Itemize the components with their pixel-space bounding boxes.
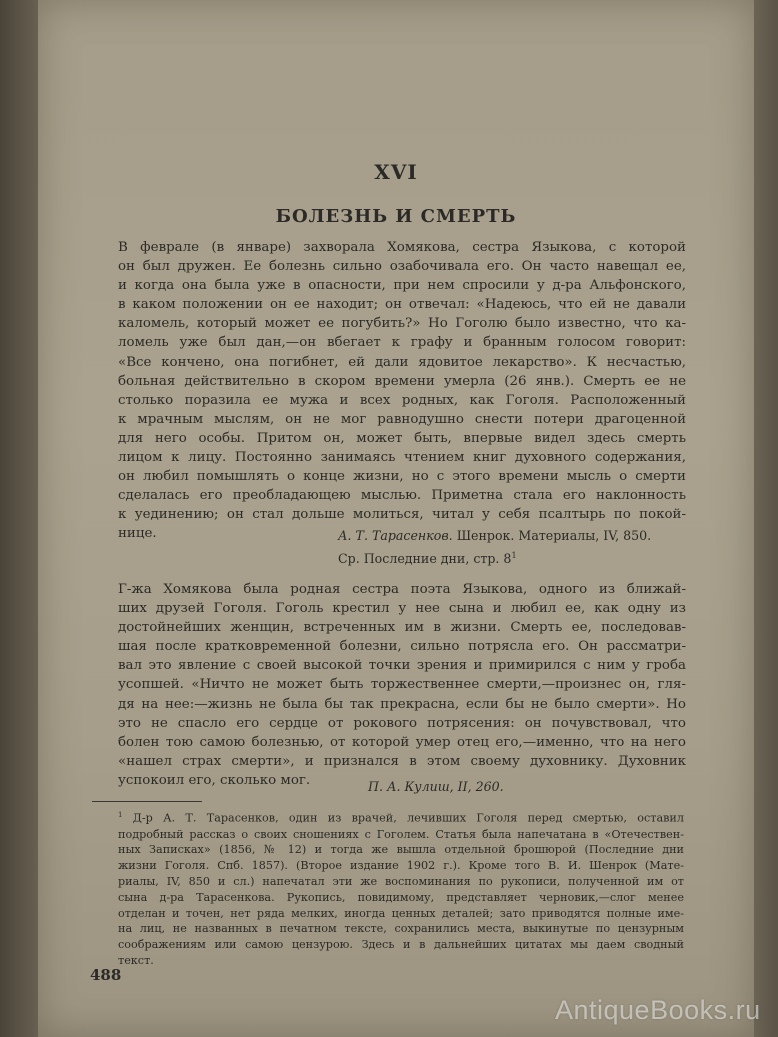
text-line: «нашел страх смерти», и признался в этом своему духовнику. Духовник: [118, 753, 686, 769]
paragraph-1: [118, 238, 686, 544]
text-line: болен тою самою болезнью, от которой умер отец его,—именно, что на него: [118, 734, 686, 750]
footnote-line: [118, 808, 684, 827]
text-line: В феврале (в январе) захворала Хомякова, сестра Языкова, с которой: [118, 240, 686, 255]
chapter-number: XVI: [374, 160, 418, 184]
text-line: дя на нее:—жизнь не была бы так прекрасна, если бы не было смерти». Но: [118, 696, 686, 712]
footnote-line-text: Д-р А. Т. Тарасенков, один из врачей, лечивших Гоголя перед смертью, оставил: [132, 811, 684, 825]
text-line: усопшей. «Ничто не может быть торжественнее смерти,—произнес он, гля-: [118, 677, 686, 693]
text-line: лицом к лицу. Постоянно занимаясь чтением книг духовного содержания,: [118, 450, 686, 466]
text-line: он был дружен. Ее болезнь сильно озабочивала его. Он часто навещал ее,: [118, 259, 686, 275]
citation-1-line-1: [338, 527, 651, 545]
citation-source-2: Ср. Последние дни, стр. 8: [338, 551, 512, 567]
text-line: ших друзей Гоголя. Гоголь крестил у нее сына и любил ее, как одну из: [118, 601, 686, 617]
text-line: к мрачным мыслям, он не мог равнодушно снести потери драгоценной: [118, 411, 686, 427]
text-line: к уединению; он стал дольше молиться, читал у себя псалтырь по покой-: [118, 507, 686, 523]
citation-author: А. Т. Тарасенков.: [338, 528, 453, 543]
text-line: больная действительно в скором времени умерла (26 янв.). Смерть ее не: [118, 373, 686, 389]
footnote-line: жизни Гоголя. Спб. 1857). (Второе издание 1902 г.). Кроме того В. И. Шенрок (Мате-: [118, 859, 684, 873]
footnote: [118, 808, 684, 969]
footnote-line: риалы, IV, 850 и сл.) напечатал эти же воспоминания по рукописи, полученной им от: [118, 874, 684, 888]
footnote-line: текст.: [118, 953, 154, 967]
text-line: он любил помышлять о конце жизни, но с этого времени мысль о смерти: [118, 469, 686, 485]
text-line: «Все кончено, она погибнет, ей дали ядовитое лекарство». К несчастью,: [118, 354, 686, 370]
text-line: столько поразила ее мужа и всех родных, как Гоголя. Расположенный: [118, 392, 686, 408]
text-line: каломель, который может ее погубить?» Но Гоголю было известно, что ка-: [118, 316, 686, 332]
footnote-line: сына д-ра Тарасенкова. Рукопись, повидимому, представляет черновик,—слог менее: [118, 890, 684, 904]
citation-1-line-2: [338, 547, 517, 568]
page-number: 488: [90, 966, 122, 984]
text-line: достойнейших женщин, встреченных им в жизни. Смерть ее, последовав-: [118, 620, 686, 636]
citation-source: Шенрок. Материалы, IV, 850.: [456, 528, 652, 543]
citation-2: П. А. Кулиш, II, 260.: [368, 779, 504, 794]
text-line: для него особы. Притом он, может быть, впервые видел здесь смерть: [118, 430, 686, 446]
footnote-line: соображениям или самою цензурою. Здесь и в дальнейших цитатах мы даем сводный: [118, 938, 684, 952]
text-line: ломель уже был дан,—он вбегает к графу и бранным голосом говорит:: [118, 335, 686, 351]
text-line: вал это явление с своей высокой точки зрения и примирился с ним у гроба: [118, 658, 686, 674]
text-line: и когда она была уже в опасности, при нем спросили у д-ра Альфонского,: [118, 278, 686, 294]
text-line: сделалась его преобладающею мыслью. Приметна стала его наклонность: [118, 488, 686, 504]
paragraph-2: [118, 580, 686, 790]
footnote-marker: 1: [118, 811, 123, 819]
text-line: Г-жа Хомякова была родная сестра поэта Языкова, одного из ближай-: [118, 582, 686, 597]
footnote-line: подробный рассказ о своих сношениях с Гоголем. Статья была напечатана в «Отечествен-: [118, 827, 684, 841]
text-line: это не спасло его сердце от рокового потрясения: он почувствовал, что: [118, 715, 686, 731]
book-page: [38, 0, 754, 1037]
footnote-line: отделан и точен, нет ряда мелких, иногда ценных деталей; зато приводятся полные име-: [118, 906, 684, 920]
watermark: AntiqueBooks.ru: [555, 995, 761, 1025]
text-line: шая после кратковременной болезни, сильно потрясла его. Он рассматри-: [118, 639, 686, 655]
text-line: нице.: [118, 526, 157, 542]
footnote-divider: [92, 801, 202, 802]
text-line: в каком положении он ее находит; он отвечал: «Надеюсь, что ей не давали: [118, 297, 686, 313]
footnote-line: ных Записках» (1856, № 12) и тогда же вышла отдельной брошюрой (Последние дни: [118, 843, 684, 857]
footnote-line: на лиц, не названных в печатном тексте, сохранились места, выкинутые по цензурным: [118, 922, 684, 936]
chapter-title: БОЛЕЗНЬ И СМЕРТЬ: [275, 206, 517, 227]
text-line: успокоил его, сколько мог.: [118, 772, 311, 788]
footnote-reference[interactable]: 1: [511, 551, 517, 560]
